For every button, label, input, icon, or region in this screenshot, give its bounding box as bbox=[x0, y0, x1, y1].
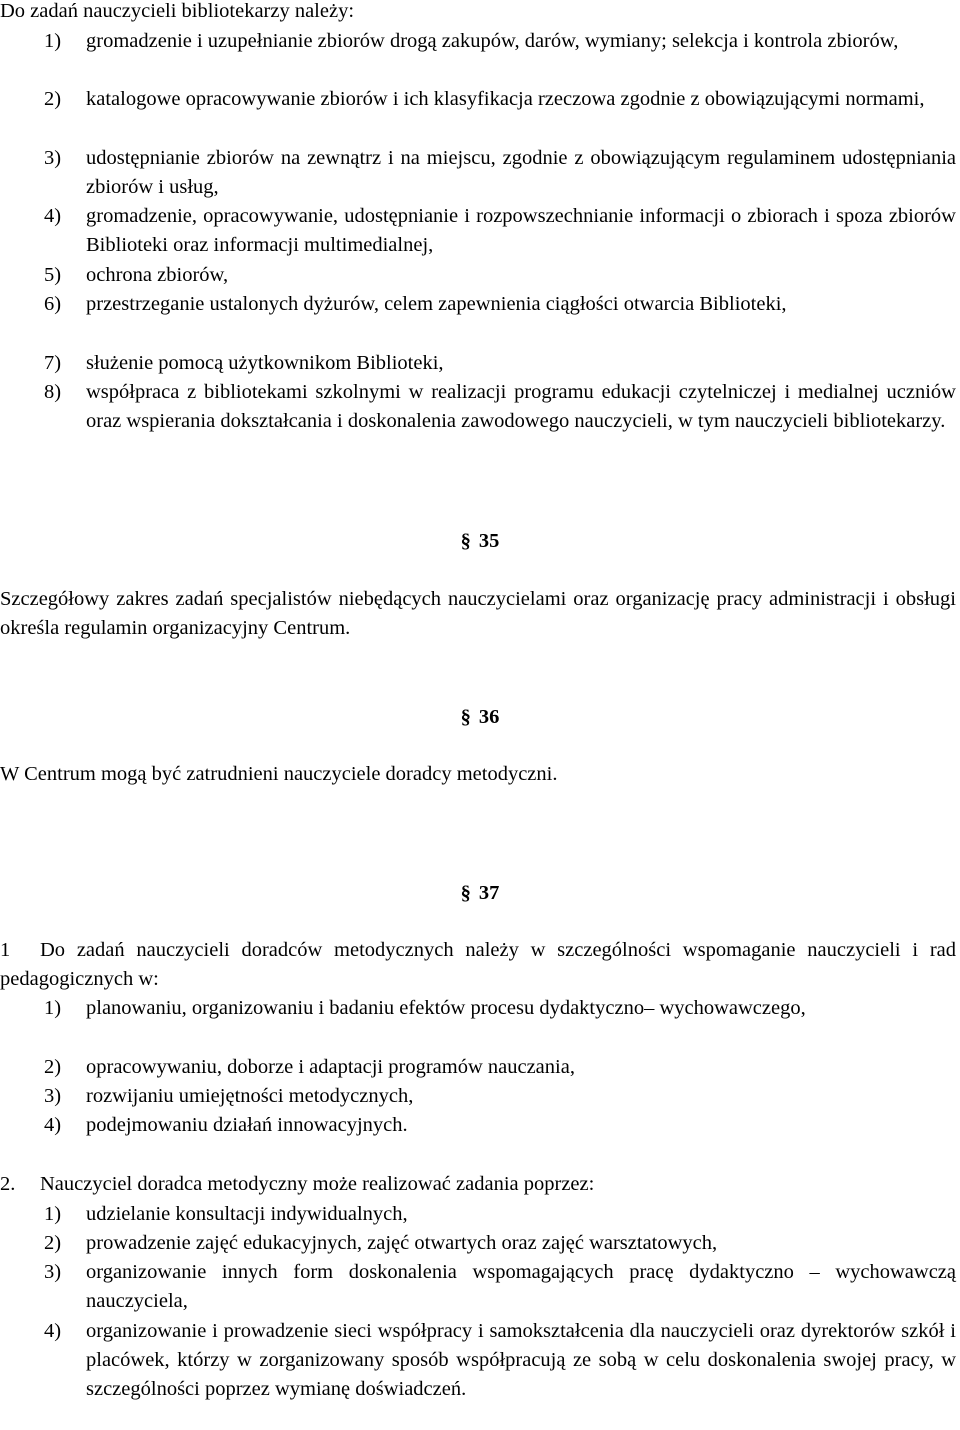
list-number: 3) bbox=[44, 1085, 62, 1107]
list-text: planowaniu, organizowaniu i badaniu efektów procesu dydaktyczno– wychowawczego, bbox=[86, 997, 806, 1019]
clause-1 bbox=[0, 936, 956, 994]
list-item bbox=[44, 202, 956, 260]
list-text: rozwijaniu umiejętności metodycznych, bbox=[86, 1085, 414, 1107]
list-item bbox=[44, 1053, 956, 1082]
list-item bbox=[44, 144, 956, 202]
clause-number: 1 bbox=[0, 939, 11, 961]
list-text: gromadzenie i uzupełnianie zbiorów drogą zakupów, darów, wymiany; selekcja i kontrola zbiorów, bbox=[86, 30, 899, 52]
list-item bbox=[44, 1258, 956, 1316]
section-number: 36 bbox=[478, 706, 500, 728]
paragraph-36-text: W Centrum mogą być zatrudnieni nauczyciele doradcy metodyczni. bbox=[0, 763, 558, 785]
list-text: przestrzeganie ustalonych dyżurów, celem zapewnienia ciągłości otwarcia Biblioteki, bbox=[86, 293, 787, 315]
list-text: udzielanie konsultacji indywidualnych, bbox=[86, 1203, 408, 1225]
list-item bbox=[44, 1317, 956, 1405]
paragraph-symbol: § bbox=[460, 882, 471, 904]
list-item bbox=[44, 378, 956, 436]
list-number: 1) bbox=[44, 997, 62, 1019]
list-item bbox=[44, 290, 956, 319]
clause-text: Do zadań nauczycieli doradców metodycznych należy w szczególności wspomaganie nauczycieli i rad pedagogicznych w: bbox=[0, 939, 956, 991]
section-number: 35 bbox=[478, 530, 500, 552]
list-number: 4) bbox=[44, 1320, 62, 1342]
list-item bbox=[44, 1111, 956, 1140]
section-heading-37 bbox=[0, 878, 960, 908]
list-text: gromadzenie, opracowywanie, udostępnianie i rozpowszechnianie informacji o zbiorach i spoza zbiorów Biblioteki oraz informacji multimedialnej, bbox=[86, 205, 956, 257]
clause-text: Nauczyciel doradca metodyczny może realizować zadania poprzez: bbox=[40, 1173, 595, 1195]
list-number: 3) bbox=[44, 147, 62, 169]
section-heading-36 bbox=[0, 702, 960, 732]
section-number: 37 bbox=[478, 882, 500, 904]
list-item bbox=[44, 1229, 956, 1258]
section-heading-35 bbox=[0, 526, 960, 556]
paragraph-35-text: Szczegółowy zakres zadań specjalistów niebędących nauczycielami oraz organizację pracy administracji i obsługi określa regulamin organizacyjny Centrum. bbox=[0, 588, 956, 640]
list-text: służenie pomocą użytkownikom Biblioteki, bbox=[86, 352, 444, 374]
list-text: współpraca z bibliotekami szkolnymi w realizacji programu edukacji czytelniczej i medialnej uczniów oraz wspierania dokształcania i doskonalenia zawodowego nauczycieli, w tym nauczycieli bibliotekarzy. bbox=[86, 381, 956, 433]
list-number: 8) bbox=[44, 381, 62, 403]
list-number: 3) bbox=[44, 1261, 62, 1283]
list-text: organizowanie innych form doskonalenia wspomagających pracę dydaktyczno – wychowawczą nauczyciela, bbox=[86, 1261, 956, 1313]
list-number: 1) bbox=[44, 30, 62, 52]
list-text: udostępnianie zbiorów na zewnątrz i na miejscu, zgodnie z obowiązującym regulaminem udostępniania zbiorów i usług, bbox=[86, 147, 956, 199]
list-text: katalogowe opracowywanie zbiorów i ich klasyfikacja rzeczowa zgodnie z obowiązującymi normami, bbox=[86, 88, 925, 110]
list-item bbox=[44, 1200, 956, 1229]
list-number: 2) bbox=[44, 1232, 62, 1254]
clause-2 bbox=[0, 1170, 956, 1199]
intro-text: Do zadań nauczycieli bibliotekarzy należy: bbox=[0, 0, 355, 22]
list-number: 2) bbox=[44, 1056, 62, 1078]
list-text: podejmowaniu działań innowacyjnych. bbox=[86, 1114, 408, 1136]
list-item bbox=[44, 85, 956, 114]
list-text: prowadzenie zajęć edukacyjnych, zajęć otwartych oraz zajęć warsztatowych, bbox=[86, 1232, 718, 1254]
list-text: opracowywaniu, doborze i adaptacji programów nauczania, bbox=[86, 1056, 575, 1078]
list-text: ochrona zbiorów, bbox=[86, 264, 229, 286]
list-text: organizowanie i prowadzenie sieci współpracy i samokształcenia dla nauczycieli oraz dyrektorów szkół i placówek, którzy w zorganizowany sposób współpracują ze sobą w celu doskonalenia swojej pracy, w szczególności poprzez wymianę doświadczeń. bbox=[86, 1320, 956, 1401]
list-item bbox=[44, 349, 956, 378]
list-item bbox=[44, 994, 956, 1023]
list-number: 5) bbox=[44, 264, 62, 286]
list-item bbox=[44, 261, 956, 290]
list-number: 4) bbox=[44, 205, 62, 227]
list-number: 6) bbox=[44, 293, 62, 315]
list-number: 4) bbox=[44, 1114, 62, 1136]
list-number: 2) bbox=[44, 88, 62, 110]
list-number: 7) bbox=[44, 352, 62, 374]
list-item bbox=[44, 1082, 956, 1111]
clause-number: 2. bbox=[0, 1173, 16, 1195]
list-item bbox=[44, 27, 956, 56]
paragraph-symbol: § bbox=[460, 706, 471, 728]
list-number: 1) bbox=[44, 1203, 62, 1225]
paragraph-symbol: § bbox=[460, 530, 471, 552]
